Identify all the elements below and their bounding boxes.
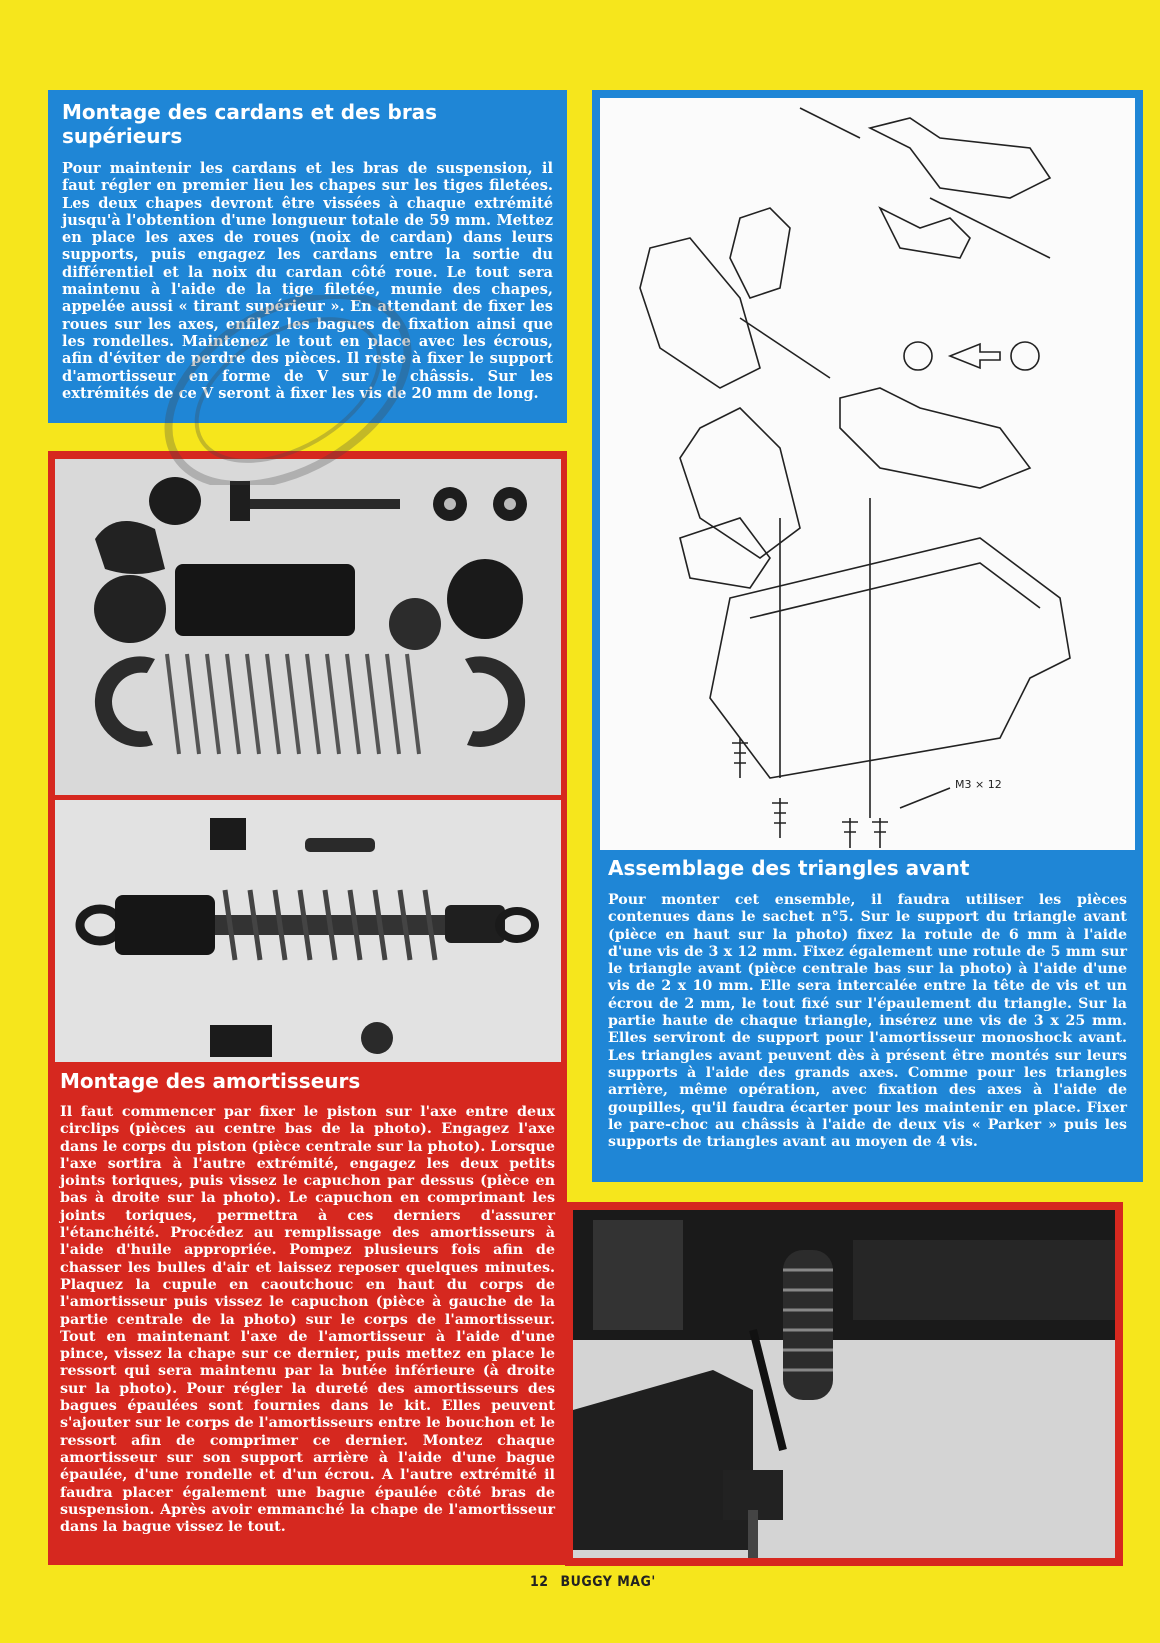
- screw-size-label: M3 × 12: [955, 778, 1002, 791]
- chassis-photo: [573, 1210, 1115, 1558]
- section-amortisseurs-title: Montage des amortisseurs: [60, 1069, 361, 1093]
- magazine-name: BUGGY MAG': [560, 1574, 656, 1590]
- shock-parts-photo: [55, 459, 561, 795]
- page-footer: [530, 1574, 668, 1590]
- page-number: 12: [530, 1574, 549, 1590]
- section-amortisseurs-text: Il faut commencer par fixer le piston sur l'axe entre deux circlips (pièces au centre bas de la photo). Engagez l'axe dans le corps du piston (pièce centrale sur la photo). Lorsque l'axe sortira à l'autre extrémité, engagez les deux petits joints toriques, puis vissez le capuchon par dessus (pièce en bas à droite sur la photo). Le capuchon en comprimant les joints toriques, permettra à ces derniers d'assurer l'étanchéité. Procédez au remplissage des amortisseurs à l'aide d'huile appropriée. Pompez plusieurs fois afin de chasser les bulles d'air et laissez reposer quelques minutes. Plaquez la cupule en caoutchouc en haut du corps de l'amortisseur puis vissez le capuchon (pièce à gauche de la partie centrale de la photo) sur le corps de l'amortisseur. Tout en maintenant l'axe de l'amortisseur à l'aide d'une pince, vissez la chape sur ce dernier, puis mettez en place le ressort qui sera maintenu par la butée inférieure (à droite sur la photo). Pour régler la dureté des amortisseurs des bagues épaulées sont fournies dans le kit. Elles peuvent s'ajouter sur le corps de l'amortisseurs entre le bouchon et le ressort afin de comprimer ce dernier. Montez chaque amortisseur sur son support arrière à l'aide d'une bague épaulée, d'une rondelle et d'un écrou. A l'autre extrémité il faudra placer également une bague épaulée côté bras de suspension. Après avoir emmanché la chape de l'amortisseur dans la bague vissez le tout.: [60, 1104, 555, 1536]
- section-triangles-title: Assemblage des triangles avant: [608, 856, 970, 880]
- section-cardans-text: Pour maintenir les cardans et les bras de suspension, il faut régler en premier lieu les chapes sur les tiges filetées. Les deux chapes devront être vissées à chaque extrémité jusqu'à l'obtention d'une longueur totale de 59 mm. Mettez en place les axes de roues (noix de cardan) dans leurs supports, puis engagez les cardans entre la sortie du différentiel et la noix du cardan côté roue. Le tout sera maintenu à l'aide de la tige filetée, munie des chapes, appelée aussi « tirant supérieur ». En attendant de fixer les roues sur les axes, enfilez les bagues de fixation ainsi que les rondelles. Maintenez le tout en place avec les écrous, afin d'éviter de perdre des pièces. Il reste à fixer le support d'amortisseur en forme de V sur le châssis. Sur les extrémités de ce V seront à fixer les vis de 20 mm de long.: [62, 160, 553, 402]
- section-cardans: [48, 90, 567, 423]
- section-cardans-title: Montage des cardans et des bras supérieurs: [62, 100, 438, 148]
- section-amortisseurs: [48, 451, 567, 1565]
- chassis-photo-frame: [565, 1202, 1123, 1566]
- section-triangles: [592, 90, 1143, 1182]
- section-triangles-text: Pour monter cet ensemble, il faudra utiliser les pièces contenues dans le sachet n°5. Sur le support du triangle avant (pièce en haut sur la photo) fixez la rotule de 6 mm à l'aide d'une vis de 3 x 12 mm. Fixez également une rotule de 5 mm sur le triangle avant (pièce centrale bas sur la photo) à l'aide d'une vis de 2 x 10 mm. Elle sera intercalée entre la tête de vis et un écrou de 2 mm, le tout fixé sur l'épaulement du triangle. Sur la partie haute de chaque triangle, insérez une vis de 3 x 25 mm. Elles serviront de support pour l'amortisseur monoshock avant. Les triangles avant peuvent dès à présent être montés sur leurs supports à l'aide des grands axes. Comme pour les triangles arrière, même opération, avec fixation des axes à l'aide de goupilles, qu'il faudra écarter pour les maintenir en place. Fixer le pare-choc au châssis à l'aide de deux vis « Parker » puis les supports de triangles avant au moyen de 4 vis.: [608, 892, 1127, 1151]
- assembled-shock-photo: [55, 800, 561, 1062]
- assembly-diagram: [600, 98, 1135, 850]
